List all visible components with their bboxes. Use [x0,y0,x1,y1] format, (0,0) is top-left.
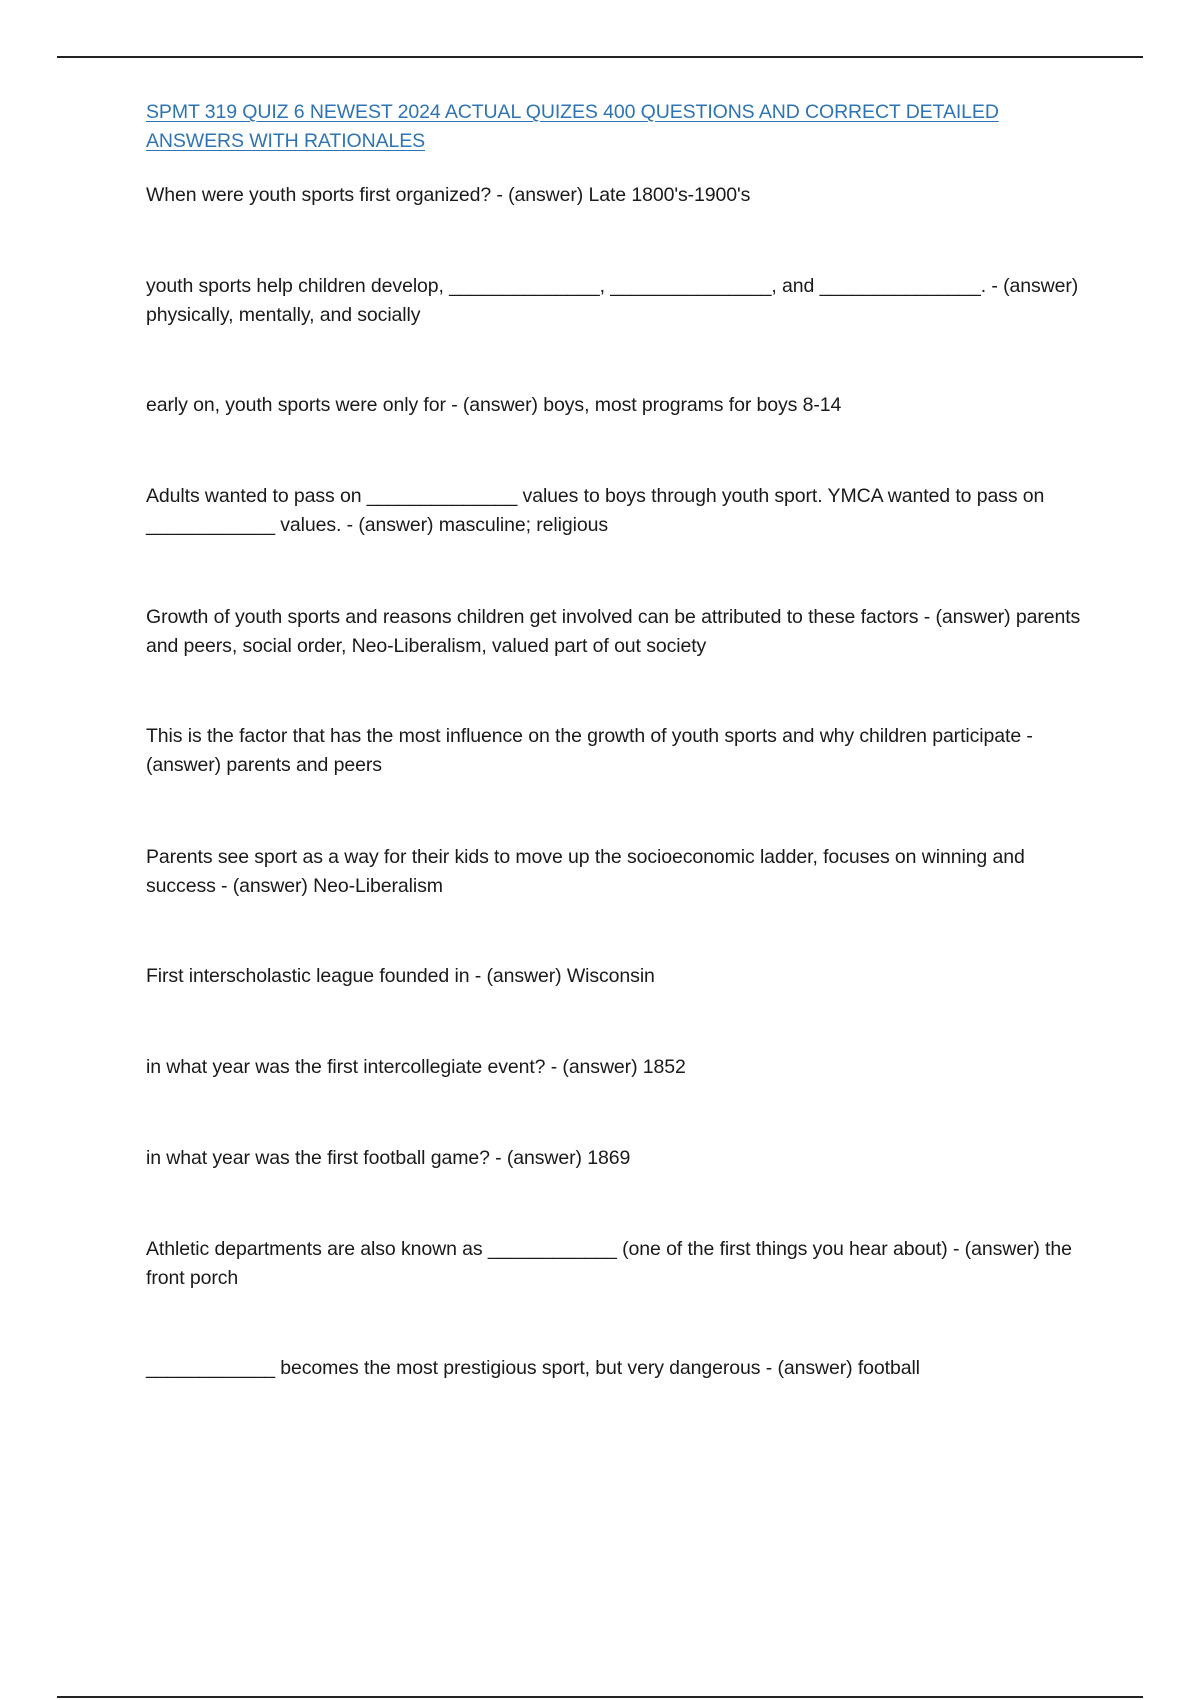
qa-item: ____________ becomes the most prestigious sport, but very dangerous - (answer) football [146,1357,920,1379]
qa-item: in what year was the first football game? - (answer) 1869 [146,1147,631,1169]
qa-item: Growth of youth sports and reasons children get involved can be attributed to these factors - (answer) parents and peers, social order, Neo-Liberalism, valued part of out society [146,606,1081,657]
qa-item: When were youth sports first organized? - (answer) Late 1800's-1900's [146,184,751,206]
qa-item: Athletic departments are also known as ____________ (one of the first things you hear about) - (answer) the front porch [146,1238,1072,1289]
qa-item: Adults wanted to pass on ______________ values to boys through youth sport. YMCA wanted to pass on ____________ values. - (answer) masculine; religious [146,485,1045,536]
qa-item: First interscholastic league founded in - (answer) Wisconsin [146,965,655,987]
document-title-link[interactable]: SPMT 319 QUIZ 6 NEWEST 2024 ACTUAL QUIZES 400 QUESTIONS AND CORRECT DETAILED ANSWERS WITH RATIONALES [146,101,999,152]
qa-item: This is the factor that has the most influence on the growth of youth sports and why children participate - (answer) parents and peers [146,725,1033,776]
bottom-rule [57,1696,1143,1698]
top-rule [57,56,1143,58]
qa-item: Parents see sport as a way for their kids to move up the socioeconomic ladder, focuses on winning and success - (answer) Neo-Liberalism [146,846,1025,897]
qa-item: early on, youth sports were only for - (answer) boys, most programs for boys 8-14 [146,394,842,416]
qa-item: youth sports help children develop, ______________, _______________, and _______________. - (answer) physically, mentally, and socially [146,275,1079,326]
qa-item: in what year was the first intercollegiate event? - (answer) 1852 [146,1056,686,1078]
